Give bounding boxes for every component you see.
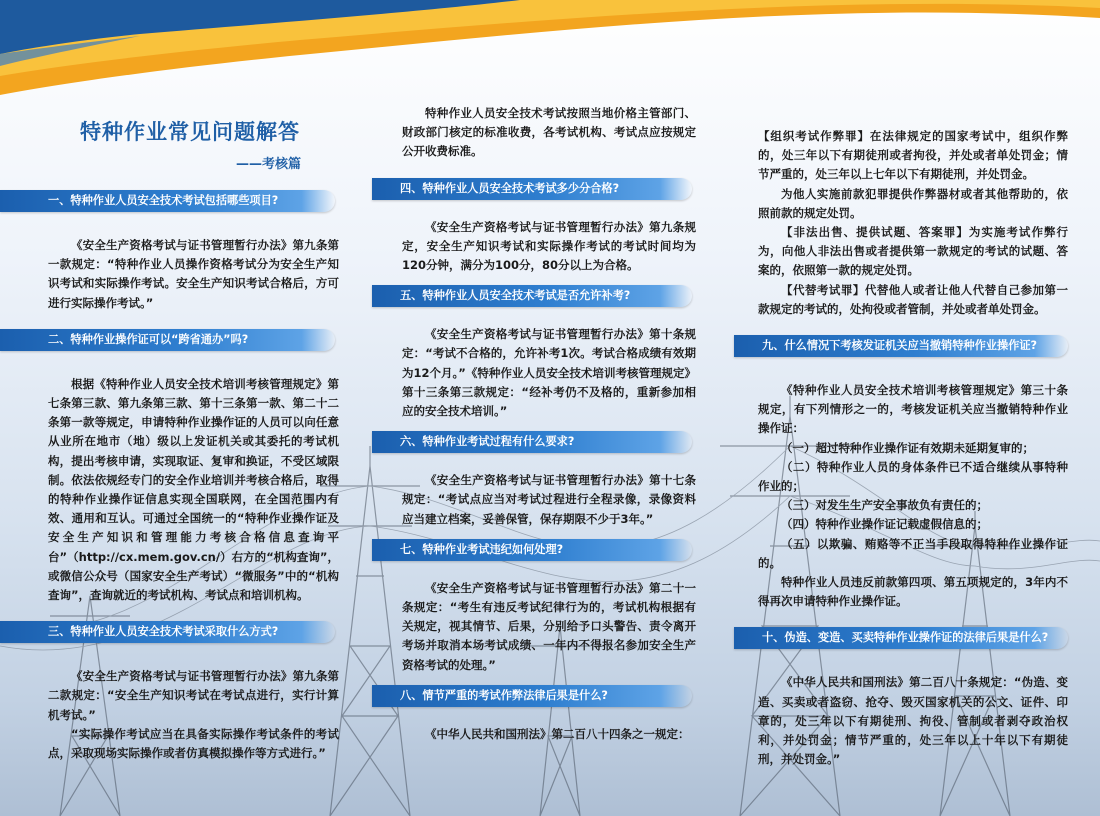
section-7-body: 《安全生产资格考试与证书管理暂行办法》第二十一条规定：“考生有违反考试纪律行为的，考试机构根据有关规定，视其情节、后果，分别给予口头警告、责令离开考场并取消本场考试成绩、一年内不得报名参加安全生产资格考试的处理。” xyxy=(402,580,696,672)
section-9-item-5: （五）以欺骗、贿赂等不正当手段取得特种作业操作证的。 xyxy=(758,536,1068,570)
section-header-2: 二、特种作业操作证可以“跨省通办”吗? xyxy=(0,329,335,351)
column-2 xyxy=(372,104,702,744)
section-1-body: 《安全生产资格考试与证书管理暂行办法》第九条第一款规定：“特种作业人员操作资格考试分为安全生产知识考试和实际操作考试。安全生产知识考试合格后，方可进行实际操作考试。” xyxy=(48,238,339,310)
section-9-item-4: （四）特种作业操作证记载虚假信息的； xyxy=(781,517,988,532)
section-5-body: 《安全生产资格考试与证书管理暂行办法》第十条规定：“考试不合格的，允许补考1次。考试合格成绩有效期为12个月。”《特种作业人员安全技术培训考核管理规定》第十三条第三款规定：“经补考仍不及格的，重新参加相应的安全技术培训。” xyxy=(402,327,696,419)
section-header-3: 三、特种作业人员安全技术考试采取什么方式? xyxy=(0,621,335,643)
section-6-body: 《安全生产资格考试与证书管理暂行办法》第十七条规定：“考试点应当对考试过程进行全程录像，录像资料应当建立档案，妥善保管，保存期限不少于3年。” xyxy=(402,473,696,526)
section-9-body-2: 特种作业人员违反前款第四项、第五项规定的，3年内不得再次申请特种作业操作证。 xyxy=(758,575,1068,609)
section-header-9: 九、什么情况下考核发证机关应当撤销特种作业操作证? xyxy=(734,335,1068,357)
section-8-article-2: 为他人实施前款犯罪提供作弊器材或者其他帮助的，依照前款的规定处罚。 xyxy=(758,186,1068,220)
page-title: 特种作业常见问题解答 xyxy=(80,120,300,144)
section-3-body-2: “实际操作考试应当在具备实际操作考试条件的考试点，采取现场实际操作或者仿真模拟操作等方式进行。” xyxy=(48,726,339,761)
section-8-article-4: 【代替考试罪】代替他人或者让他人代替自己参加第一款规定的考试的，处拘役或者管制，并处或者单处罚金。 xyxy=(758,282,1068,316)
column-1 xyxy=(0,190,345,763)
page-subtitle: ——考核篇 xyxy=(236,157,302,172)
section-8-article-3: 【非法出售、提供试题、答案罪】为实施考试作弊行为，向他人非法出售或者提供第一款规定的考试的试题、答案的，依照第一款的规定处罚。 xyxy=(758,225,1068,278)
section-2-body: 根据《特种作业人员安全技术培训考核管理规定》第七条第三款、第九条第三款、第十三条第一款、第二十二条第一款等规定，申请特种作业操作证的人员可以向任意从业所在地市（地）级以上发证机关或其委托的考试机构，提出考核申请，实现取证、复审和换证，不受区域限制。依法依规经专门的安全作业培训并考核合格后，取得的特种作业操作证信息实现全国联网，在全国范围内有效、通用和互认。可通过全国统一的“特种作业操作证及安全生产知识和管理能力考核合格信息查询平台”（http://cx.mem.gov.cn/）右方的“机构查询”，或微信公众号（国家安全生产考试）“微服务”中的“机构查询”，查询就近的考试机构、考试点和培训机构。 xyxy=(48,376,339,603)
section-9-item-2: （二）特种作业人员的身体条件已不适合继续从事特种作业的； xyxy=(758,459,1068,494)
section-9-item-3: （三）对发生生产安全事故负有责任的； xyxy=(781,498,988,513)
section-3-continued: 特种作业人员安全技术考试按照当地价格主管部门、财政部门核定的标准收费，各考试机构、考试点应按规定公开收费标准。 xyxy=(402,106,696,159)
section-header-10: 十、伪造、变造、买卖特种作业操作证的法律后果是什么? xyxy=(734,627,1068,649)
section-8-body: 《中华人民共和国刑法》第二百八十四条之一规定： xyxy=(425,726,690,741)
section-10-body: 《中华人民共和国刑法》第二百八十条规定：“伪造、变造、买卖或者盗窃、抢夺、毁灭国家机关的公文、证件、印章的，处三年以下有期徒刑、拘役、管制或者剥夺政治权利，并处罚金；情节严重的，处三年以上十年以下有期徒刑，并处罚金。” xyxy=(758,675,1068,767)
section-9-item-1: （一）超过特种作业操作证有效期未延期复审的； xyxy=(781,440,1034,455)
section-header-4: 四、特种作业人员安全技术考试多少分合格? xyxy=(372,178,692,200)
column-3 xyxy=(734,127,1074,769)
section-header-1: 一、特种作业人员安全技术考试包括哪些项目? xyxy=(0,190,335,212)
section-3-body: 《安全生产资格考试与证书管理暂行办法》第九条第二款规定：“安全生产知识考试在考试点进行，实行计算机考试。” xyxy=(48,669,339,722)
section-header-7: 七、特种作业考试违纪如何处理? xyxy=(372,539,692,561)
section-9-body: 《特种作业人员安全技术培训考核管理规定》第三十条规定，有下列情形之一的，考核发证机关应当撤销特种作业操作证： xyxy=(758,383,1068,436)
section-header-5: 五、特种作业人员安全技术考试是否允许补考? xyxy=(372,285,692,307)
section-8-article-1: 【组织考试作弊罪】在法律规定的国家考试中，组织作弊的，处三年以下有期徒刑或者拘役，并处或者单处罚金；情节严重的，处三年以上七年以下有期徒刑，并处罚金。 xyxy=(758,129,1068,182)
section-4-body: 《安全生产资格考试与证书管理暂行办法》第九条规定，安全生产知识考试和实际操作考试的考试时间均为120分钟，满分为100分，80分以上为合格。 xyxy=(402,219,696,273)
section-header-6: 六、特种作业考试过程有什么要求? xyxy=(372,431,692,453)
section-header-8: 八、情节严重的考试作弊法律后果是什么? xyxy=(372,685,692,707)
